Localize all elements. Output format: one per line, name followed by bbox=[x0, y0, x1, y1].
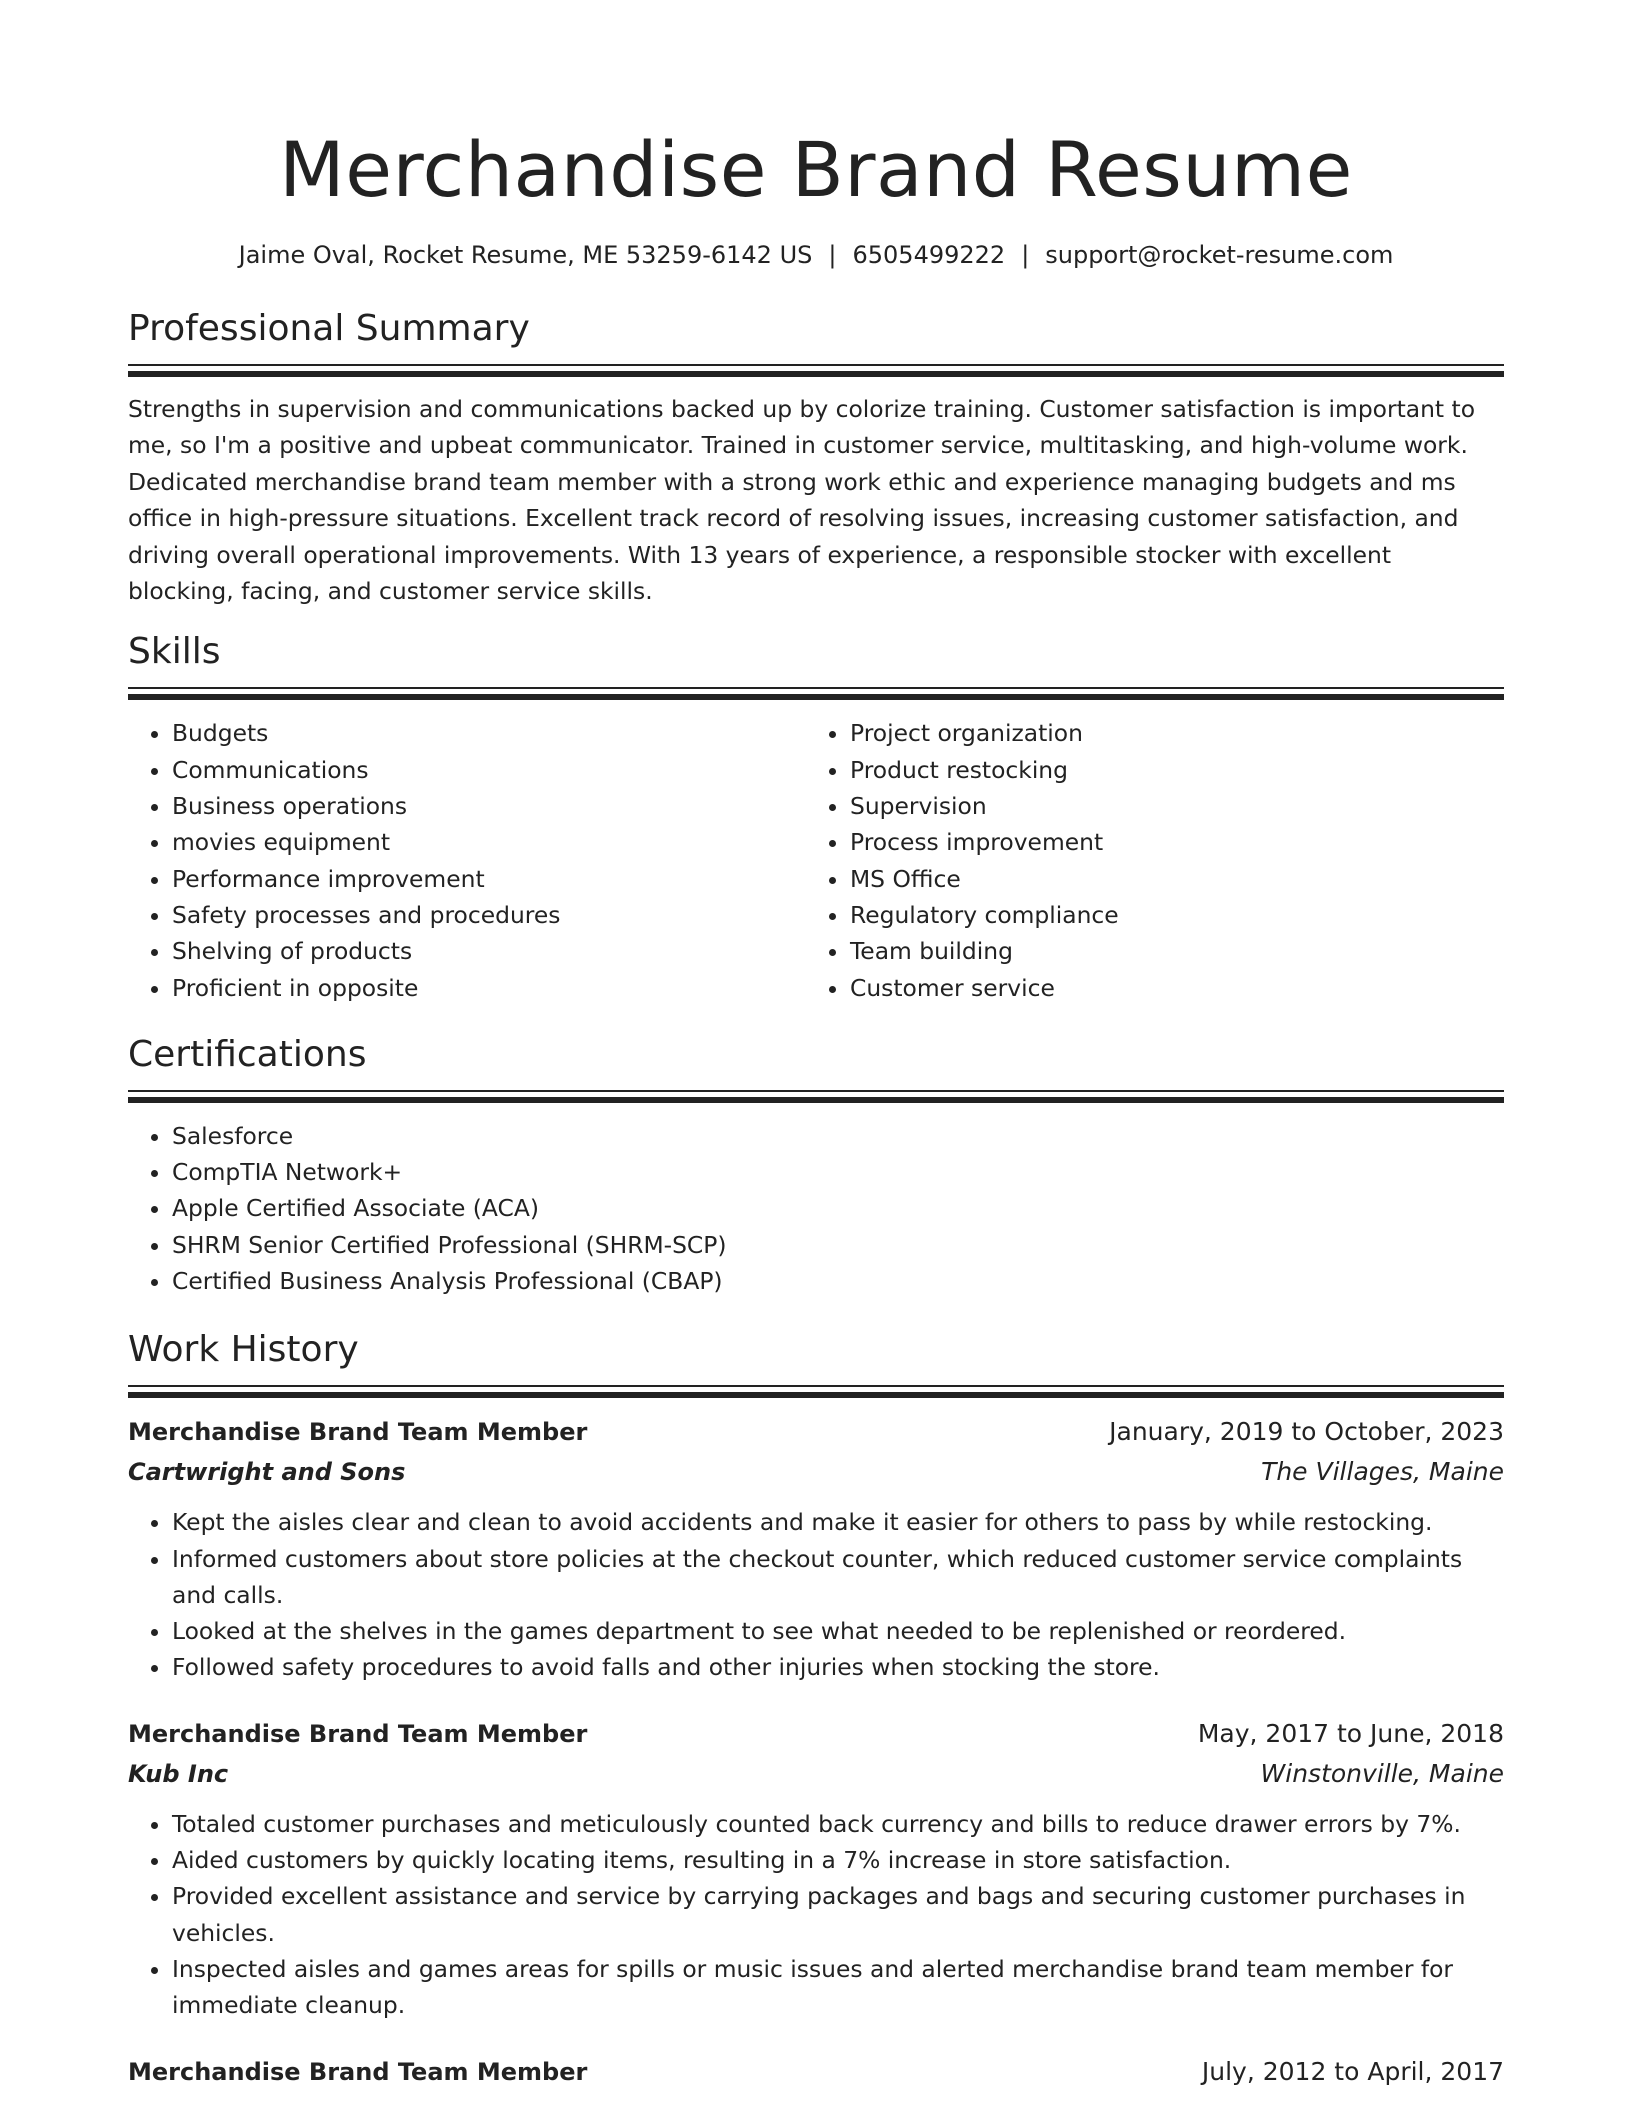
job-title: Merchandise Brand Team Member bbox=[128, 1418, 588, 1447]
job-duties-list bbox=[128, 1504, 1504, 1685]
job-header-row bbox=[128, 1412, 1504, 1452]
skill-item: • Communications bbox=[172, 752, 806, 788]
job-duty: • Informed customers about store policies at the checkout counter, which reduced customer service complaints and calls. bbox=[172, 1541, 1504, 1614]
contact-address: Jaime Oval, Rocket Resume, ME 53259-6142 US bbox=[238, 241, 813, 269]
section-divider-thick bbox=[128, 694, 1504, 700]
contact-phone: 6505499222 bbox=[852, 241, 1006, 269]
skills-list-right bbox=[806, 715, 1484, 1005]
job-duties-list bbox=[128, 1806, 1504, 2024]
summary-heading: Professional Summary bbox=[128, 308, 530, 349]
skill-item: • Product restocking bbox=[850, 752, 1484, 788]
section-divider-thick bbox=[128, 1392, 1504, 1398]
certification-item: • Apple Certified Associate (ACA) bbox=[172, 1190, 1504, 1226]
certification-item: • Certified Business Analysis Professional (CBAP) bbox=[172, 1263, 1504, 1299]
certification-item: • SHRM Senior Certified Professional (SHRM-SCP) bbox=[172, 1227, 1504, 1263]
job-company: Cartwright and Sons bbox=[128, 1458, 406, 1487]
skill-item: • Supervision bbox=[850, 788, 1484, 824]
contact-email: support@rocket-resume.com bbox=[1045, 241, 1394, 269]
section-divider-thick bbox=[128, 371, 1504, 377]
certifications-section bbox=[128, 1032, 1504, 1299]
skill-item: • Regulatory compliance bbox=[850, 897, 1484, 933]
job-header-row bbox=[128, 1714, 1504, 1754]
summary-text: Strengths in supervision and communications backed up by colorize training. Customer satisfaction is important to me, so I'm a positive and upbeat communicator. Trained in customer service, multitasking, and high-volume work. Dedicated merchandise brand team member with a strong work ethic and experience managing budgets and ms office in high-pressure situations. Excellent track record of resolving issues, increasing customer satisfaction, and driving overall operational improvements. With 13 years of experience, a responsible stocker with excellent blocking, facing, and customer service skills. bbox=[128, 395, 1476, 606]
certification-item: • CompTIA Network+ bbox=[172, 1154, 1504, 1190]
skill-item: • Team building bbox=[850, 933, 1484, 969]
section-divider bbox=[128, 1090, 1504, 1092]
job-duty: • Aided customers by quickly locating items, resulting in a 7% increase in store satisfaction. bbox=[172, 1842, 1504, 1878]
job-dates: July, 2012 to April, 2017 bbox=[1201, 2056, 1504, 2086]
skill-item: • MS Office bbox=[850, 861, 1484, 897]
skill-item: • Process improvement bbox=[850, 824, 1484, 860]
section-divider bbox=[128, 687, 1504, 689]
resume-title: Merchandise Brand Resume bbox=[279, 125, 1353, 214]
skills-list-left bbox=[128, 715, 806, 1005]
skill-item: • Proficient in opposite bbox=[172, 970, 806, 1006]
contact-line bbox=[128, 238, 1504, 272]
job-duty: • Followed safety procedures to avoid falls and other injuries when stocking the store. bbox=[172, 1649, 1504, 1685]
work-history-section bbox=[128, 1327, 1504, 2091]
section-divider-thick bbox=[128, 1097, 1504, 1103]
job-title: Merchandise Brand Team Member bbox=[128, 2057, 588, 2086]
skill-item: • Performance improvement bbox=[172, 861, 806, 897]
skills-column-left bbox=[128, 715, 806, 1005]
job-entry bbox=[128, 2052, 1504, 2092]
job-duty: • Inspected aisles and games areas for spills or music issues and alerted merchandise brand team member for immediate cleanup. bbox=[172, 1951, 1504, 2024]
certifications-heading: Certifications bbox=[128, 1033, 367, 1075]
resume-page bbox=[128, 0, 1504, 2092]
job-title: Merchandise Brand Team Member bbox=[128, 1719, 588, 1748]
skill-item: • Safety processes and procedures bbox=[172, 897, 806, 933]
job-duty: • Looked at the shelves in the games department to see what needed to be replenished or reordered. bbox=[172, 1613, 1504, 1649]
skill-item: • Customer service bbox=[850, 970, 1484, 1006]
job-duty: • Totaled customer purchases and meticulously counted back currency and bills to reduce drawer errors by 7%. bbox=[172, 1806, 1504, 1842]
work-history-heading: Work History bbox=[128, 1329, 359, 1371]
skill-item: • movies equipment bbox=[172, 824, 806, 860]
job-location: The Villages, Maine bbox=[1261, 1457, 1504, 1487]
skills-grid bbox=[128, 715, 1504, 1005]
section-divider bbox=[128, 364, 1504, 366]
skill-item: • Project organization bbox=[850, 715, 1484, 751]
job-dates: January, 2019 to October, 2023 bbox=[1109, 1417, 1504, 1447]
job-dates: May, 2017 to June, 2018 bbox=[1197, 1718, 1504, 1748]
certification-item: • Salesforce bbox=[172, 1118, 1504, 1154]
contact-separator: | bbox=[828, 241, 837, 269]
job-company-row bbox=[128, 1754, 1504, 1794]
contact-separator: | bbox=[1021, 241, 1030, 269]
job-company-row bbox=[128, 1452, 1504, 1492]
skill-item: • Budgets bbox=[172, 715, 806, 751]
skills-column-right bbox=[806, 715, 1484, 1005]
certifications-list-wrap bbox=[128, 1118, 1504, 1299]
job-header-row bbox=[128, 2052, 1504, 2092]
job-entry bbox=[128, 1412, 1504, 1685]
skills-section bbox=[128, 629, 1504, 1005]
section-divider bbox=[128, 1385, 1504, 1387]
skill-item: • Business operations bbox=[172, 788, 806, 824]
skills-heading: Skills bbox=[128, 631, 221, 673]
summary-section bbox=[128, 306, 1504, 609]
job-company: Kub Inc bbox=[128, 1759, 229, 1788]
job-duty: • Kept the aisles clear and clean to avoid accidents and make it easier for others to pass by while restocking. bbox=[172, 1504, 1504, 1540]
skill-item: • Shelving of products bbox=[172, 933, 806, 969]
job-entry bbox=[128, 1714, 1504, 2024]
job-duty: • Provided excellent assistance and service by carrying packages and bags and securing customer purchases in vehicles. bbox=[172, 1878, 1504, 1951]
job-location: Winstonville, Maine bbox=[1260, 1758, 1504, 1788]
certifications-list bbox=[128, 1118, 1504, 1299]
